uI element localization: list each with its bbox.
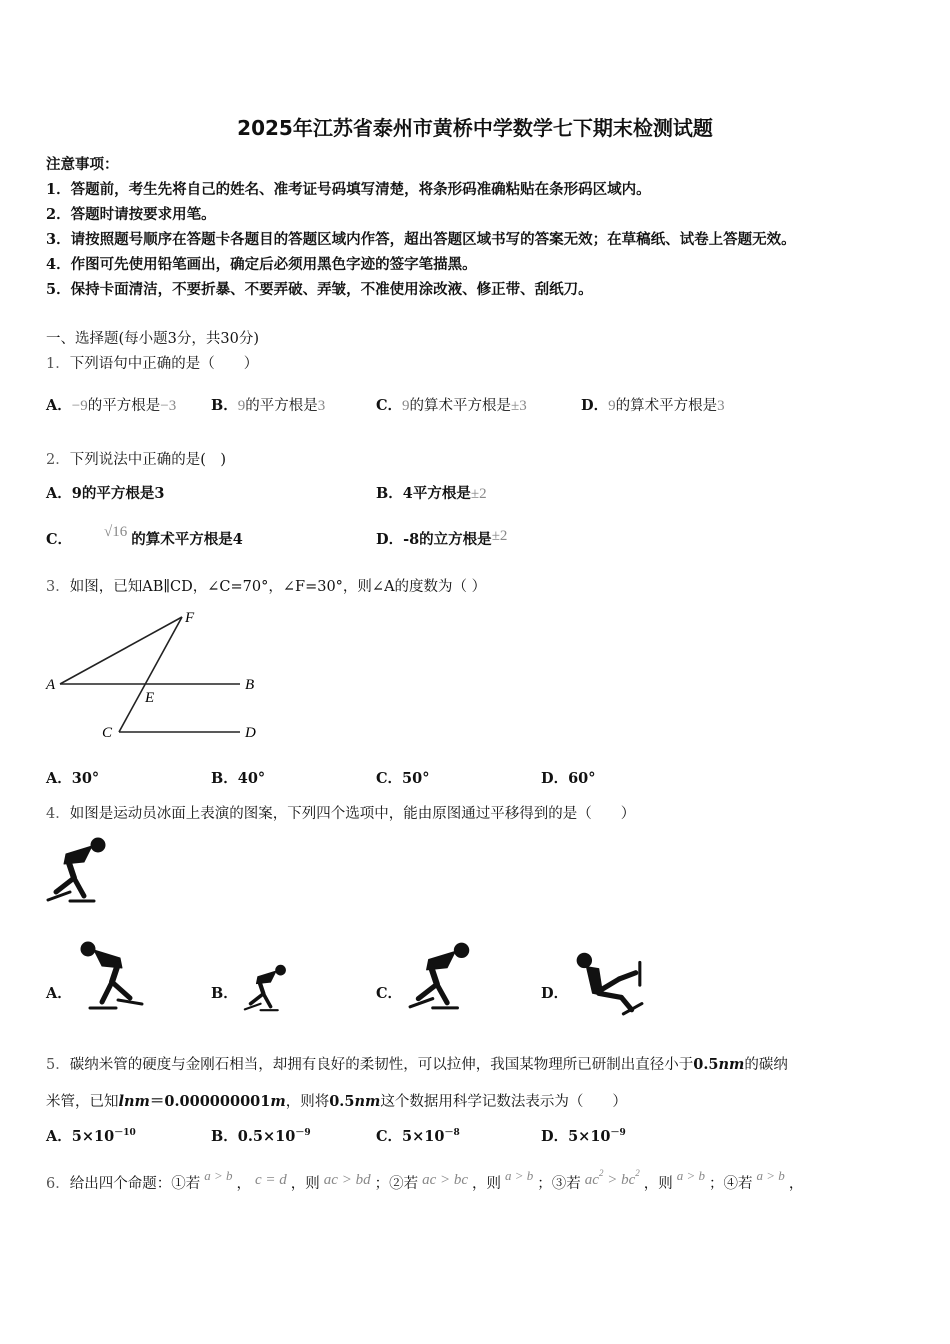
skater-icon [406, 938, 478, 1014]
question-1-stem: 1．下列语句中正确的是（ ） [46, 356, 259, 372]
q4-option-b: B． [211, 985, 238, 1002]
q1-option-a: A．−9的平方根是−3 [46, 397, 177, 414]
label-f: F [185, 610, 195, 626]
note-item: 4．作图可先使用铅笔画出，确定后必须用黑色字迹的签字笔描黑。 [46, 256, 477, 273]
q2-option-d: D．-8的立方根是±2 [376, 528, 508, 548]
skater-icon [572, 948, 646, 1016]
question-4-stem: 4．如图是运动员冰面上表演的图案，下列四个选项中，能由原图通过平移得到的是（ ） [46, 806, 636, 822]
q4-option-d: D． [541, 985, 569, 1002]
page-title: 2025年江苏省泰州市黄桥中学数学七下期末检测试题 [237, 116, 713, 140]
skater-icon [44, 834, 114, 906]
q3-option-c: C．50° [376, 770, 430, 787]
q3-option-d: D．60° [541, 770, 596, 787]
label-b: B [245, 677, 255, 693]
question-5-line-1: 5．碳纳米管的硬度与金刚石相当，却拥有良好的柔韧性，可以拉伸，我国某物理所已研制出直径小于0.5nm的碳纳 [46, 1056, 788, 1073]
q1-option-c: C．9的算术平方根是±3 [376, 397, 527, 414]
geometry-figure [40, 605, 270, 750]
q2-option-b: B．4平方根是±2 [376, 485, 487, 502]
note-item: 2．答题时请按要求用笔。 [46, 206, 216, 223]
q5-option-c: C．$5\times 10^{-8}$ [376, 1128, 460, 1145]
question-2-stem: 2．下列说法中正确的是( ) [46, 452, 227, 468]
label-e: E [145, 690, 155, 706]
skater-icon [76, 938, 148, 1014]
q1-option-b: B．9的平方根是3 [211, 397, 326, 414]
section-heading: 一、选择题(每小题3分，共30分) [46, 331, 259, 347]
label-c: C [102, 725, 113, 741]
notes-heading: 注意事项： [46, 156, 119, 173]
q5-option-b: B．$0.5\times 10^{-9}$ [211, 1128, 311, 1145]
q3-option-a: A．30° [46, 770, 100, 787]
q4-option-a: A． [46, 985, 72, 1002]
skater-icon [242, 962, 292, 1014]
q5-option-d: D．$5\times 10^{-9}$ [541, 1128, 626, 1145]
question-6-stem: 6．给出四个命题：①若a > b， c = d ，则 ac > bd ；②若 ac > bc ，则a > b；③若 $ac^2 > bc^2$，则a > b；④若a > b， [46, 1168, 804, 1192]
q4-option-c: C． [376, 985, 403, 1002]
q2-option-a: A．9的平方根是3 [46, 485, 165, 502]
label-d: D [245, 725, 256, 741]
label-a: A [46, 677, 56, 693]
q2-option-c: C． √16 的算术平方根是4 [46, 524, 243, 548]
note-item: 1．答题前，考生先将自己的姓名、准考证号码填写清楚，将条形码准确粘贴在条形码区域内。 [46, 181, 651, 198]
q3-option-b: B．40° [211, 770, 266, 787]
q1-option-d: D．9的算术平方根是3 [581, 397, 725, 414]
question-number: 1． [46, 356, 70, 372]
note-item: 5．保持卡面清洁，不要折暴、不要弄破、弄皱，不准使用涂改液、修正带、刮纸刀。 [46, 281, 593, 298]
question-5-line-2: 米管，已知lnm＝0.000000001m，则将0.5nm这个数据用科学记数法表示为（ ） [46, 1093, 627, 1110]
note-item: 3．请按照题号顺序在答题卡各题目的答题区域内作答，超出答题区域书写的答案无效；在草稿纸、试卷上答题无效。 [46, 231, 796, 248]
question-3-stem: 3．如图，已知AB∥CD，∠C=70°，∠F=30°，则∠A的度数为（ ） [46, 579, 487, 595]
q5-option-a: A．$5\times 10^{-10}$ [46, 1128, 136, 1145]
